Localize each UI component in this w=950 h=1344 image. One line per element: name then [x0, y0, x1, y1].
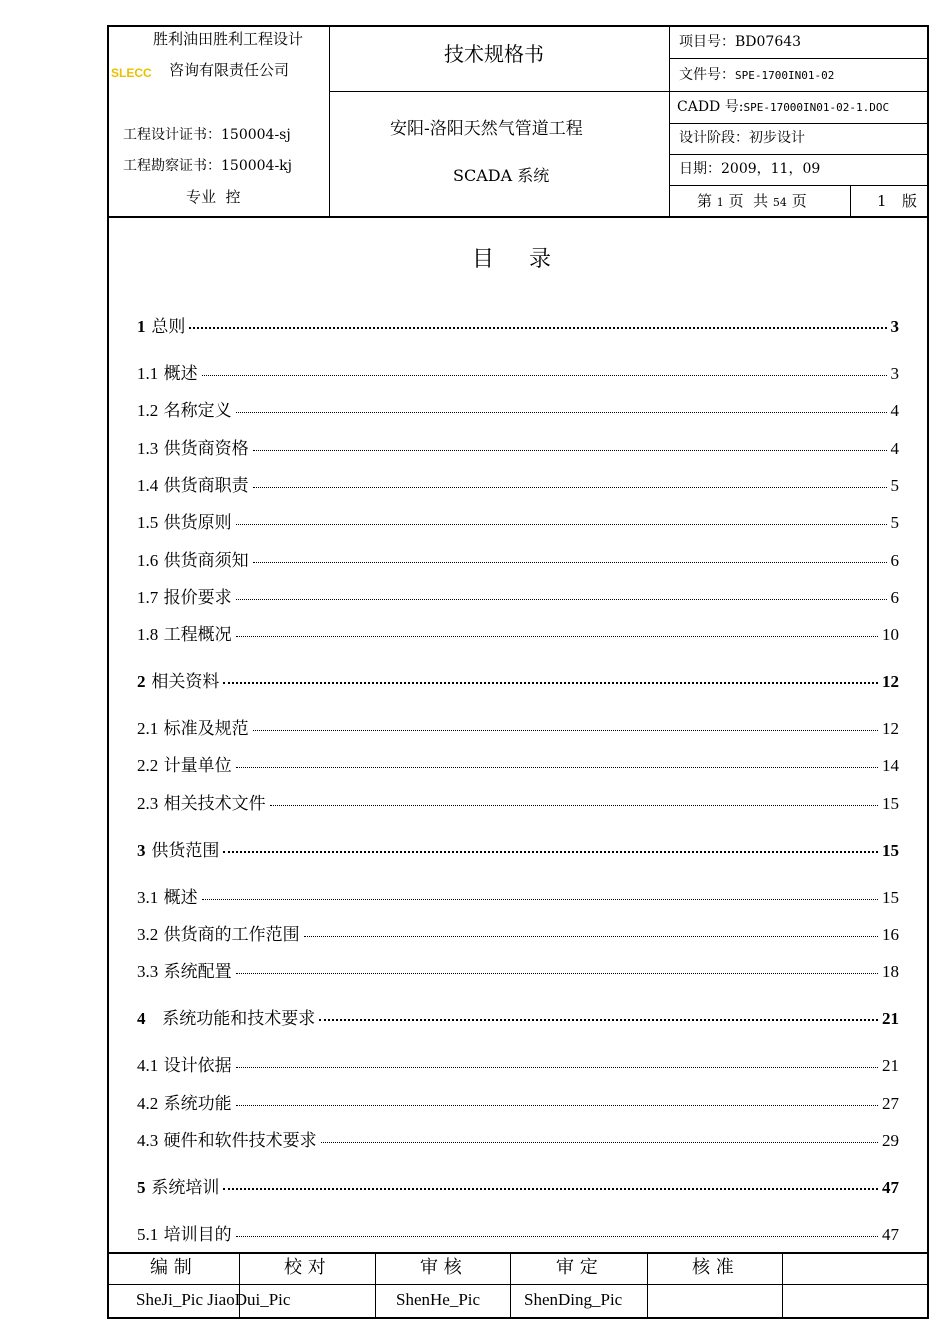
toc-leader-dots	[253, 562, 887, 563]
footer-label-ratify: 核 准	[692, 1257, 734, 1278]
toc-leader-dots	[270, 805, 878, 806]
toc-entry-label: 供货商须知	[163, 551, 249, 571]
toc-entry-number: 1.5	[137, 513, 159, 532]
toc-entry-label: 系统培训	[151, 1178, 220, 1198]
footer-divider	[782, 1252, 783, 1319]
cadd-label: CADD 号:	[677, 99, 744, 115]
toc-entry-label: 报价要求	[163, 588, 232, 608]
toc-entry-label: 名称定义	[163, 401, 232, 421]
file-number-label: 文件号：	[679, 67, 735, 83]
toc-chapter-entry[interactable]	[137, 1179, 899, 1197]
toc-entry-title	[137, 626, 234, 644]
version-divider	[850, 185, 851, 217]
toc-chapter-entry[interactable]	[137, 1010, 899, 1028]
survey-certificate: 工程勘察证书：150004-kj	[123, 158, 292, 174]
toc-entry-page: 16	[882, 925, 899, 944]
toc-chapter-entry[interactable]	[137, 842, 899, 860]
toc-entry-page: 12	[882, 672, 899, 691]
toc-entry-label: 系统功能	[163, 1094, 232, 1114]
toc-section-entry[interactable]	[137, 1057, 899, 1075]
toc-entry-number: 5	[137, 1178, 146, 1197]
toc-entry-page: 15	[882, 794, 899, 813]
company-logo: SLECC	[111, 66, 152, 80]
toc-entry-number: 3.1	[137, 888, 159, 907]
toc-entry-page: 15	[882, 888, 899, 907]
toc-entry-label: 标准及规范	[163, 719, 249, 739]
toc-entry-title	[137, 1095, 234, 1113]
toc-entry-number: 1.3	[137, 439, 159, 458]
version-label: 版	[902, 192, 918, 210]
toc-leader-dots	[236, 1067, 878, 1068]
toc-leader-dots	[253, 730, 878, 731]
project-subsystem: SCADA 系统	[453, 166, 550, 185]
document-frame	[107, 25, 929, 1319]
toc-entry-page: 3	[890, 364, 899, 383]
toc-section-entry[interactable]	[137, 757, 899, 775]
header-bottom-border	[107, 216, 929, 218]
company-name-line2: 咨询有限责任公司	[169, 61, 290, 79]
toc-entry-title	[137, 1179, 221, 1197]
toc-leader-dots	[236, 1105, 878, 1106]
header-title-divider	[329, 91, 669, 92]
toc-entry-title	[137, 589, 234, 607]
toc-entry-title	[137, 720, 251, 738]
toc-leader-dots	[223, 1188, 878, 1190]
file-number-value: SPE-1700IN01-02	[735, 69, 835, 82]
toc-chapter-entry[interactable]	[137, 673, 899, 691]
toc-entry-title	[137, 1057, 234, 1075]
toc-leader-dots	[223, 851, 878, 853]
toc-entry-page: 5	[890, 476, 899, 495]
toc-entry-page: 14	[882, 756, 899, 775]
cadd-value: SPE-17000IN01-02-1.DOC	[743, 101, 890, 114]
toc-leader-dots	[253, 450, 887, 451]
cadd-number	[677, 100, 889, 114]
toc-entry-label: 概述	[163, 364, 198, 384]
toc-entry-title	[137, 757, 234, 775]
page-current: 1	[716, 196, 724, 209]
signature-compile-proofread: SheJi_Pic JiaoDui_Pic	[136, 1290, 291, 1309]
toc-leader-dots	[236, 973, 878, 974]
document-date: 日期：2009，11，09	[679, 161, 821, 177]
toc-section-entry[interactable]	[137, 440, 899, 458]
toc-entry-number: 2.2	[137, 756, 159, 775]
toc-entry-page: 21	[882, 1056, 899, 1075]
toc-section-entry[interactable]	[137, 1132, 899, 1150]
header-divider-right	[669, 25, 670, 217]
toc-section-entry[interactable]	[137, 552, 899, 570]
toc-entry-number: 4	[137, 1009, 146, 1028]
toc-section-entry[interactable]	[137, 365, 899, 383]
design-stage: 设计阶段：初步设计	[679, 130, 805, 146]
toc-entry-page: 4	[890, 439, 899, 458]
file-number	[679, 68, 834, 82]
footer-label-review: 审 核	[420, 1257, 462, 1278]
toc-section-entry[interactable]	[137, 402, 899, 420]
toc-section-entry[interactable]	[137, 963, 899, 981]
toc-entry-label: 系统功能和技术要求	[151, 1009, 316, 1029]
toc-entry-page: 4	[890, 401, 899, 420]
toc-section-entry[interactable]	[137, 1095, 899, 1113]
footer-divider	[375, 1252, 376, 1319]
toc-leader-dots	[202, 375, 887, 376]
toc-leader-dots	[189, 327, 886, 329]
toc-entry-number: 1.7	[137, 588, 159, 607]
toc-leader-dots	[236, 599, 887, 600]
toc-entry-label: 设计依据	[163, 1056, 232, 1076]
header-divider-left	[329, 25, 330, 217]
toc-leader-dots	[253, 487, 887, 488]
toc-entry-title	[137, 673, 221, 691]
header-row-divider	[669, 123, 929, 124]
toc-entry-number: 4.3	[137, 1131, 159, 1150]
toc-entry-number: 3	[137, 841, 146, 860]
toc-entry-label: 相关技术文件	[163, 794, 266, 814]
toc-leader-dots	[236, 1236, 878, 1237]
header-row-divider	[669, 58, 929, 59]
toc-entry-label: 供货商资格	[163, 439, 249, 459]
toc-entry-number: 1.4	[137, 476, 159, 495]
toc-entry-page: 47	[882, 1225, 899, 1244]
toc-entry-title	[137, 842, 221, 860]
design-certificate: 工程设计证书：150004-sj	[123, 127, 291, 143]
signature-approve: ShenDing_Pic	[524, 1290, 623, 1309]
toc-entry-page: 10	[882, 625, 899, 644]
toc-entry-page: 21	[882, 1009, 899, 1028]
toc-entry-label: 培训目的	[163, 1225, 232, 1245]
toc-entry-number: 5.1	[137, 1225, 159, 1244]
toc-entry-title	[137, 795, 268, 813]
footer-label-proofread: 校 对	[284, 1257, 326, 1278]
toc-entry-title	[137, 402, 234, 420]
toc-entry-label: 概述	[163, 888, 198, 908]
toc-entry-title	[137, 963, 234, 981]
toc-title: 目 录	[472, 247, 551, 272]
toc-entry-title	[137, 440, 251, 458]
toc-leader-dots	[236, 524, 887, 525]
toc-entry-number: 4.2	[137, 1094, 159, 1113]
toc-entry-number: 2.3	[137, 794, 159, 813]
version-number: 1	[877, 192, 887, 210]
toc-entry-page: 27	[882, 1094, 899, 1113]
footer-label-approve: 审 定	[556, 1257, 598, 1278]
toc-entry-page: 12	[882, 719, 899, 738]
toc-leader-dots	[236, 767, 878, 768]
toc-entry-title	[137, 318, 187, 336]
footer-label-compile: 编 制	[150, 1257, 192, 1278]
toc-entry-label: 工程概况	[163, 625, 232, 645]
toc-entry-title	[137, 477, 251, 495]
toc-section-entry[interactable]	[137, 514, 899, 532]
toc-entry-number: 1.6	[137, 551, 159, 570]
project-number: 项目号：BD07643	[679, 34, 802, 50]
toc-section-entry[interactable]	[137, 589, 899, 607]
document-type-title: 技术规格书	[444, 42, 544, 66]
footer-divider	[647, 1252, 648, 1319]
page-info: 第 1 页 共 54 页	[697, 192, 807, 210]
toc-entry-page: 47	[882, 1178, 899, 1197]
toc-chapter-entry[interactable]	[137, 318, 899, 336]
toc-section-entry[interactable]	[137, 720, 899, 738]
toc-entry-number: 1	[137, 317, 146, 336]
toc-entry-page: 15	[882, 841, 899, 860]
project-name: 安阳-洛阳天然气管道工程	[390, 119, 583, 139]
toc-entry-label: 硬件和软件技术要求	[163, 1131, 317, 1151]
toc-entry-title	[137, 365, 200, 383]
toc-entry-page: 18	[882, 962, 899, 981]
toc-entry-label: 供货商的工作范围	[163, 925, 300, 945]
toc-entry-label: 计量单位	[163, 756, 232, 776]
toc-entry-label: 供货原则	[163, 513, 232, 533]
toc-entry-title	[137, 1010, 317, 1028]
toc-leader-dots	[321, 1142, 878, 1143]
footer-divider	[510, 1252, 511, 1319]
toc-entry-number: 1.1	[137, 364, 159, 383]
toc-entry-page: 6	[890, 551, 899, 570]
toc-entry-label: 系统配置	[163, 962, 232, 982]
toc-leader-dots	[236, 412, 887, 413]
toc-leader-dots	[236, 636, 878, 637]
toc-entry-page: 29	[882, 1131, 899, 1150]
toc-section-entry[interactable]	[137, 1226, 899, 1244]
toc-entry-number: 2.1	[137, 719, 159, 738]
toc-section-entry[interactable]	[137, 477, 899, 495]
toc-entry-title	[137, 926, 302, 944]
toc-entry-title	[137, 1226, 234, 1244]
toc-section-entry[interactable]	[137, 626, 899, 644]
footer-top-border	[107, 1252, 929, 1254]
toc-entry-number: 3.2	[137, 925, 159, 944]
specialty-label: 专业 控	[186, 188, 241, 206]
signature-review: ShenHe_Pic	[396, 1290, 481, 1309]
toc-entry-number: 1.2	[137, 401, 159, 420]
toc-entry-title	[137, 552, 251, 570]
page-total: 54	[772, 196, 787, 209]
toc-entry-label: 供货商职责	[163, 476, 249, 496]
toc-entry-number: 4.1	[137, 1056, 159, 1075]
toc-entry-label: 相关资料	[151, 672, 220, 692]
toc-section-entry[interactable]	[137, 926, 899, 944]
toc-entry-title	[137, 1132, 319, 1150]
toc-entry-page: 3	[890, 317, 899, 336]
footer-mid-border	[107, 1284, 929, 1285]
toc-entry-label: 供货范围	[151, 841, 220, 861]
toc-entry-number: 3.3	[137, 962, 159, 981]
toc-leader-dots	[202, 899, 878, 900]
toc-entry-title	[137, 514, 234, 532]
company-name-line1: 胜利油田胜利工程设计	[153, 30, 304, 48]
toc-entry-number: 2	[137, 672, 146, 691]
toc-entry-number: 1.8	[137, 625, 159, 644]
toc-leader-dots	[319, 1019, 878, 1021]
toc-entry-label: 总则	[151, 317, 186, 337]
toc-leader-dots	[223, 682, 878, 684]
toc-entry-page: 5	[890, 513, 899, 532]
toc-entry-title	[137, 889, 200, 907]
header-row-divider	[669, 154, 929, 155]
toc-entry-page: 6	[890, 588, 899, 607]
header-row-divider	[669, 185, 929, 186]
toc-leader-dots	[304, 936, 878, 937]
toc-section-entry[interactable]	[137, 889, 899, 907]
header-row-divider	[669, 91, 929, 92]
toc-section-entry[interactable]	[137, 795, 899, 813]
